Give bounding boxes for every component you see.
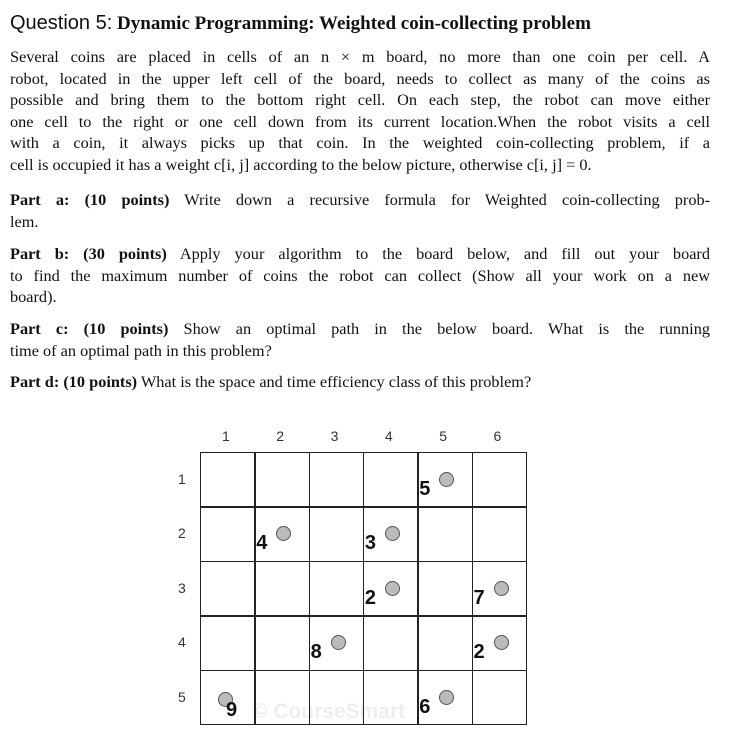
board-cell	[363, 670, 419, 726]
description-line: Several coins are placed in cells of an n × m board, no more than one coin per cell. A	[10, 47, 710, 66]
row-label: 2	[178, 525, 186, 542]
coin-weight: 6	[419, 695, 431, 718]
part-points: (10 points)	[63, 372, 138, 391]
coin-icon	[494, 581, 509, 596]
column-label: 6	[493, 428, 502, 444]
part-d	[10, 371, 710, 393]
watermark: © CourseSmart	[252, 700, 406, 723]
board-cell	[309, 561, 365, 617]
part-c	[10, 318, 710, 361]
part-text: What is the space and time efficiency class of this problem?	[140, 372, 532, 391]
row-label: 5	[178, 688, 186, 705]
part-points: (30 points)	[83, 244, 167, 263]
part-line	[10, 318, 710, 340]
coin-icon	[331, 635, 346, 650]
column-label: 1	[222, 428, 230, 444]
board-cell	[417, 615, 473, 671]
question-title	[10, 12, 591, 35]
board-cell	[472, 670, 528, 726]
coin-weight: 3	[364, 532, 377, 555]
part-line: to find the maximum number of coins the robot can collect (Show all your work on a new	[10, 265, 710, 285]
coin-weight: 5	[419, 478, 431, 500]
board-cell	[309, 670, 365, 726]
description-line: robot, located in the upper left cell of the board, needs to collect as many of the coins as	[10, 68, 710, 88]
part-line	[10, 189, 710, 211]
board-cell	[472, 452, 528, 508]
part-a	[10, 189, 710, 232]
board-cell	[254, 452, 310, 508]
row-label: 3	[178, 579, 186, 596]
column-label: 3	[330, 428, 339, 444]
part-text: Show an optimal path in the below board. What is the running	[183, 319, 710, 338]
coin-weight: 8	[310, 641, 322, 664]
question-number: Question 5:	[10, 12, 113, 34]
coin-weight: 2	[473, 641, 485, 664]
row-label: 1	[178, 471, 186, 487]
part-label: Part d:	[10, 372, 60, 391]
board-cell	[417, 561, 473, 617]
column-label: 5	[439, 428, 447, 444]
board-cell	[309, 506, 365, 562]
board-cell	[254, 670, 310, 726]
board-cell	[200, 561, 256, 617]
problem-description	[10, 46, 710, 176]
coin-weight: 2	[364, 586, 377, 609]
coin-icon	[385, 581, 400, 596]
board-cell	[363, 615, 419, 671]
coin-icon	[494, 635, 509, 650]
part-label: Part c:	[10, 319, 69, 338]
board-cell	[472, 506, 528, 562]
board-cell	[254, 561, 310, 617]
part-line: time of an optimal path in this problem?	[10, 340, 272, 360]
coin-weight: 7	[473, 586, 485, 609]
question-heading: Dynamic Programming: Weighted coin-collecting problem	[117, 13, 591, 34]
column-label: 2	[276, 428, 285, 444]
board-cell	[200, 615, 256, 671]
board-cell	[417, 506, 473, 562]
part-line: board).	[10, 287, 57, 307]
board-cell	[254, 615, 310, 671]
part-text: Apply your algorithm to the board below, and fill out your board	[179, 244, 710, 263]
part-b	[10, 243, 710, 308]
part-label: Part b:	[10, 244, 70, 263]
coin-weight: 9	[226, 698, 238, 721]
part-label: Part a:	[10, 190, 70, 209]
board-cell	[200, 506, 256, 562]
part-points: (10 points)	[84, 190, 170, 209]
coin-icon	[439, 690, 454, 705]
description-line: possible and bring them to the bottom right cell. On each step, the robot can move either	[10, 90, 710, 110]
part-line	[10, 371, 710, 393]
description-line: cell is occupied it has a weight c[i, j] according to the below picture, otherwise c[i, j] = 0.	[10, 154, 592, 174]
board-cell	[363, 452, 419, 508]
board-cell	[200, 452, 256, 508]
description-line: with a coin, it always picks up that coin. In the weighted coin-collecting problem, if a	[10, 133, 710, 153]
part-points: (10 points)	[83, 319, 169, 338]
part-line	[10, 243, 710, 265]
description-line: one cell to the right or one cell down from its current location.When the robot visits a cell	[10, 111, 710, 131]
part-text: Write down a recursive formula for Weighted coin-collecting prob-	[184, 190, 711, 209]
part-line: lem.	[10, 211, 39, 231]
column-label: 4	[384, 428, 393, 444]
board-cell	[309, 452, 365, 508]
row-label: 4	[178, 634, 186, 651]
coin-weight: 4	[256, 532, 268, 555]
